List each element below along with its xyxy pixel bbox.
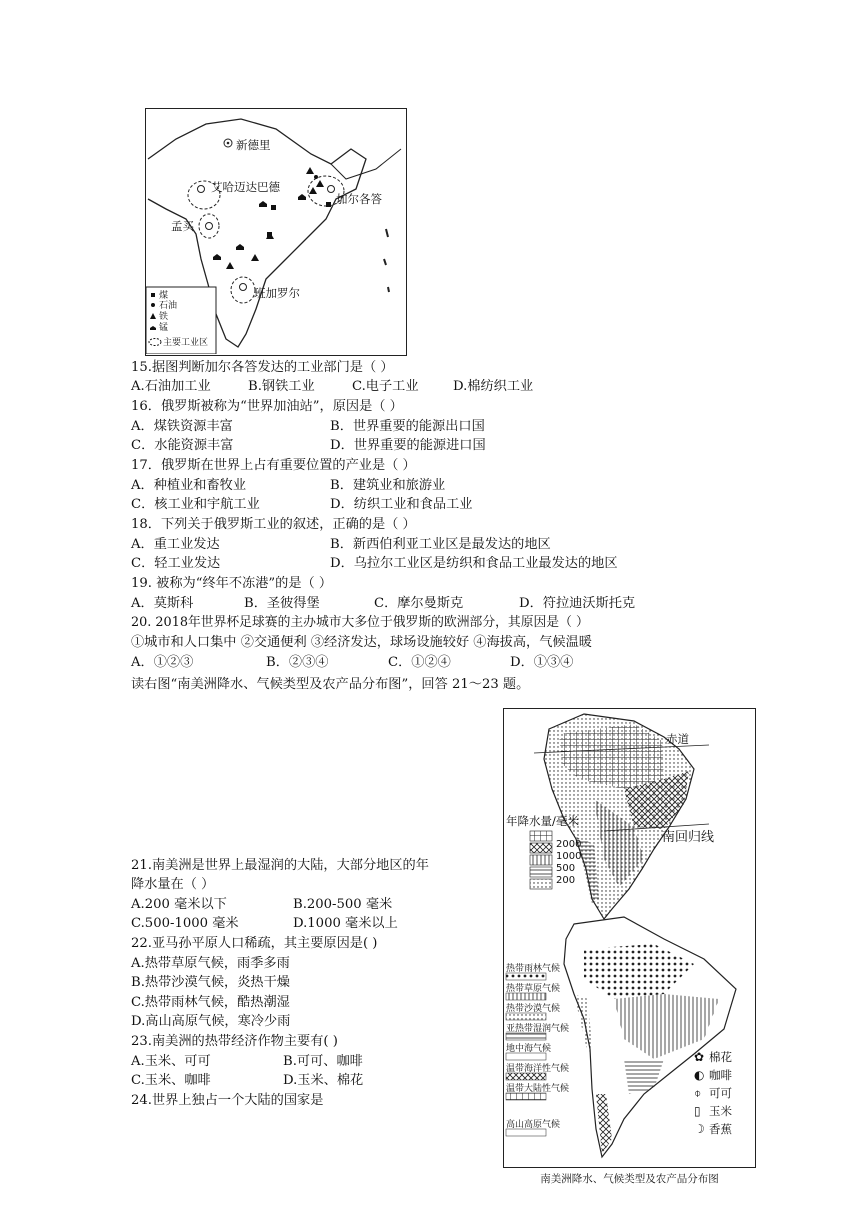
svg-text:亚热带湿润气候: 亚热带湿润气候 <box>506 1024 570 1034</box>
q17-option-b: B．建筑业和旅游业 <box>330 478 446 493</box>
cocoa-icon: ⌽ <box>694 1086 702 1100</box>
rainfall-map <box>506 714 714 919</box>
ahmedabad-label: 艾哈迈达巴德 <box>211 180 280 194</box>
subtropical-zone <box>624 1059 664 1094</box>
q18-option-c: C．轻工业发达 <box>131 556 221 571</box>
q15-option-d: D.棉纺织工业 <box>453 379 534 394</box>
q23-option-b: B.可可、咖啡 <box>283 1054 363 1069</box>
q18-stem: 18．下列关于俄罗斯工业的叙述，正确的是（ ） <box>131 517 416 532</box>
q19-option-d: D．符拉迪沃斯托克 <box>519 596 636 611</box>
rain-value-1000: 1000 <box>556 851 582 862</box>
q19-option-a: A．莫斯科 <box>131 596 194 611</box>
svg-text:棉花: 棉花 <box>709 1050 732 1064</box>
svg-text:主要工业区: 主要工业区 <box>163 338 209 348</box>
svg-text:温带海洋性气候: 温带海洋性气候 <box>506 1064 570 1074</box>
q22-option-b: B.热带沙漠气候，炎热干燥 <box>131 975 290 990</box>
svg-text:高山高原气候: 高山高原气候 <box>506 1120 561 1130</box>
svg-text:地中海气候: 地中海气候 <box>506 1044 552 1054</box>
q19-stem: 19. 被称为“终年不冻港”的是（ ） <box>131 576 333 591</box>
climate-legend <box>506 962 569 1136</box>
kolkata-city-icon <box>328 186 335 193</box>
q17-stem: 17．俄罗斯在世界上占有重要位置的产业是（ ） <box>131 458 416 473</box>
q22-option-c: C.热带雨林气候，酷热潮湿 <box>131 995 290 1010</box>
delhi-label: 新德里 <box>236 138 271 152</box>
svg-text:煤: 煤 <box>159 291 169 301</box>
india-legend <box>146 287 216 354</box>
read-prompt: 读右图“南美洲降水、气候类型及农产品分布图”，回答 21～23 题。 <box>131 677 530 692</box>
q22-option-a: A.热带草原气候，雨季多雨 <box>131 956 290 971</box>
q16-option-d: D．世界重要的能源进口国 <box>330 438 486 453</box>
kolkata-label: 加尔各答 <box>336 192 382 206</box>
q20-option-d: D．①③④ <box>510 655 574 670</box>
q17-option-d: D．纺织工业和食品工业 <box>330 497 473 512</box>
svg-text:热带雨林气候: 热带雨林气候 <box>506 964 561 974</box>
q23-stem: 23.南美洲的热带经济作物主要有( ) <box>131 1034 338 1049</box>
q16-stem: 16．俄罗斯被称为“世界加油站”，原因是（ ） <box>131 399 403 414</box>
equator-label: 赤道 <box>666 732 689 746</box>
svg-text:石油: 石油 <box>159 301 178 311</box>
q21-stem-2: 降水量在（ ） <box>131 877 215 892</box>
rain-value-2000: 2000 <box>556 839 582 850</box>
q16-option-a: A．煤铁资源丰富 <box>131 419 233 434</box>
cotton-icon: ✿ <box>694 1050 705 1064</box>
q15-option-a: A.石油加工业 <box>131 379 211 394</box>
q18-option-a: A．重工业发达 <box>131 537 220 552</box>
q21-option-c: C.500-1000 毫米 <box>131 916 239 931</box>
q23-option-d: D.玉米、棉花 <box>283 1073 364 1088</box>
q21-option-d: D.1000 毫米以上 <box>293 916 398 931</box>
q19-option-c: C．摩尔曼斯克 <box>374 596 464 611</box>
q15-stem: 15.据图判断加尔各答发达的工业部门是（ ） <box>131 360 394 375</box>
q18-option-b: B．新西伯利亚工业区是最发达的地区 <box>330 537 551 552</box>
mumbai-label: 孟买 <box>171 219 194 233</box>
q20-option-b: B．②③④ <box>266 655 329 670</box>
q22-option-d: D.高山高原气候，寒冷少雨 <box>131 1014 291 1029</box>
svg-text:香蕉: 香蕉 <box>709 1122 732 1136</box>
rain-legend-title: 年降水量/毫米 <box>506 814 579 828</box>
svg-text:可可: 可可 <box>709 1086 732 1100</box>
q19-option-b: B．圣彼得堡 <box>244 596 320 611</box>
q23-option-a: A.玉米、可可 <box>131 1054 211 1069</box>
india-map-svg <box>146 109 405 354</box>
q23-option-c: C.玉米、咖啡 <box>131 1073 211 1088</box>
mumbai-city-icon <box>206 223 213 230</box>
q18-option-d: D．乌拉尔工业区是纺织和食品工业最发达的地区 <box>330 556 618 571</box>
svg-text:温带大陆性气候: 温带大陆性气候 <box>506 1084 570 1094</box>
corn-icon: ▯ <box>694 1104 701 1118</box>
q21-option-a: A.200 毫米以下 <box>131 897 227 912</box>
svg-text:铁: 铁 <box>159 312 169 322</box>
south-america-map <box>503 708 756 1168</box>
svg-text:热带沙漠气候: 热带沙漠气候 <box>506 1004 561 1014</box>
bangalore-city-icon <box>240 284 247 291</box>
tropic-label: 南回归线 <box>662 830 715 845</box>
india-industry-map <box>145 108 407 356</box>
banana-icon: ☽ <box>694 1122 705 1136</box>
q16-option-c: C．水能资源丰富 <box>131 438 234 453</box>
east-border <box>331 149 401 179</box>
q20-stem: 20. 2018年世界杯足球赛的主办城市大多位于俄罗斯的欧洲部分，其原因是（ ） <box>131 615 589 630</box>
mumbai-zone <box>199 214 219 238</box>
q15-option-c: C.电子工业 <box>352 379 419 394</box>
q20-option-c: C．①②④ <box>388 655 451 670</box>
q21-option-b: B.200-500 毫米 <box>293 897 393 912</box>
q17-option-c: C．核工业和宇航工业 <box>131 497 260 512</box>
rain-value-500: 500 <box>556 863 576 874</box>
bangalore-label: 班加罗尔 <box>254 286 300 300</box>
q15-option-b: B.钢铁工业 <box>248 379 315 394</box>
q20-option-a: A．①②③ <box>131 655 194 670</box>
q16-option-b: B．世界重要的能源出口国 <box>330 419 485 434</box>
q17-option-a: A．种植业和畜牧业 <box>131 478 247 493</box>
crop-legend <box>694 1050 732 1136</box>
south-america-map-svg <box>504 709 754 1166</box>
svg-text:玉米: 玉米 <box>709 1104 732 1118</box>
q24-stem: 24.世界上独占一个大陆的国家是 <box>131 1093 324 1108</box>
svg-text:咖啡: 咖啡 <box>709 1068 732 1082</box>
svg-text:锰: 锰 <box>159 323 169 333</box>
q21-stem-1: 21.南美洲是世界上最湿润的大陆，大部分地区的年 <box>131 858 429 873</box>
sa-map-caption: 南美洲降水、气候类型及农产品分布图 <box>540 1173 719 1185</box>
q22-stem: 22.亚马孙平原人口稀疏，其主要原因是( ) <box>131 936 378 951</box>
coffee-icon: ◐ <box>694 1068 705 1082</box>
climate-map <box>506 917 736 1157</box>
rain-value-200: 200 <box>556 875 576 886</box>
q20-sub: ①城市和人口集中 ②交通便利 ③经济发达，球场设施较好 ④海拔高，气候温暖 <box>131 635 592 650</box>
islands <box>384 229 389 292</box>
ahmedabad-city-icon <box>198 186 205 193</box>
svg-text:热带草原气候: 热带草原气候 <box>506 984 561 994</box>
